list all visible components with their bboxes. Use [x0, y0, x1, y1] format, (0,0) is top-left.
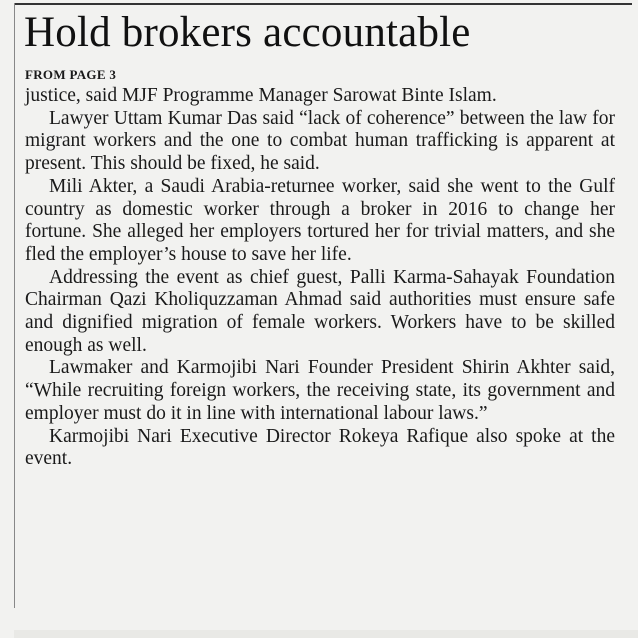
paragraph-2: Lawyer Uttam Kumar Das said “lack of coherence” between the law for migrant workers and the one to combat human trafficking is apparent at present. This should be fixed, he said. — [25, 107, 615, 175]
paragraph-1: justice, said MJF Programme Manager Sarowat Binte Islam. — [25, 85, 497, 106]
paragraph-4: Addressing the event as chief guest, Palli Karma-Sahayak Foundation Chairman Qazi Kholiquzzaman Ahmad said authorities must ensure safe and dignified migration of female workers. Workers have to be skilled enough as well. — [25, 266, 615, 356]
column-rule — [14, 3, 15, 608]
paragraph-5: Lawmaker and Karmojibi Nari Founder President Shirin Akhter said, “While recruiting foreign workers, the receiving state, its government and employer must do it in line with international labour laws.” — [25, 357, 615, 424]
article-body — [25, 85, 615, 471]
page-bottom-edge — [14, 630, 638, 638]
paragraph-6: Karmojibi Nari Executive Director Rokeya Rafique also spoke at the event. — [25, 425, 615, 470]
continuation-kicker: FROM PAGE 3 — [25, 67, 117, 82]
paragraph-3: Mili Akter, a Saudi Arabia-returnee worker, said she went to the Gulf country as domestic worker through a broker in 2016 to change her fortune. She alleged her employers tortured her for trivial matters, and she fled the employer’s house to save her life. — [25, 175, 615, 265]
headline: Hold brokers accountable — [24, 9, 471, 56]
